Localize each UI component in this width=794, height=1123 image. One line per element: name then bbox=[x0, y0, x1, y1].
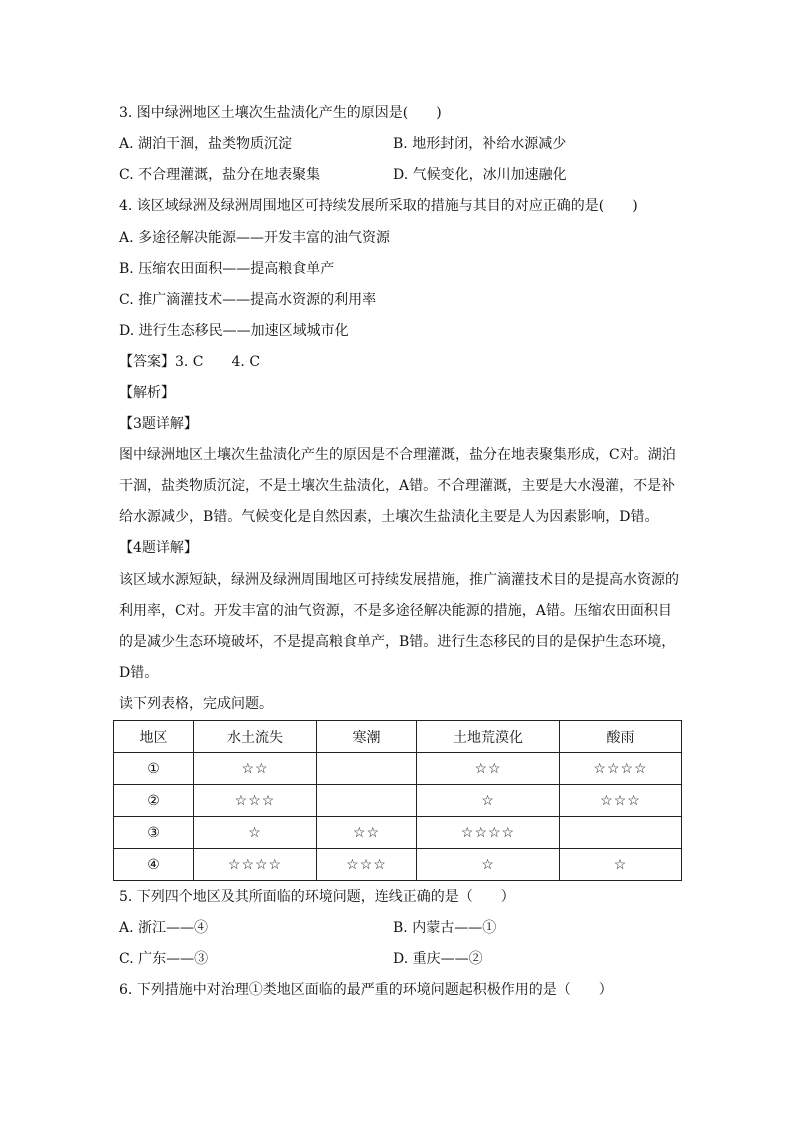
table-cell-region: ③ bbox=[114, 817, 194, 849]
table-cell-rating: ☆☆ bbox=[417, 753, 560, 785]
analysis-heading: 【解析】 bbox=[119, 385, 175, 401]
question-3-option-d: D. 气候变化，冰川加速融化 bbox=[393, 167, 567, 183]
question-5-option-d: D. 重庆——② bbox=[393, 951, 483, 967]
table-cell-rating bbox=[317, 753, 417, 785]
detail-4-line-4: D错。 bbox=[119, 665, 159, 681]
table-cell-region: ② bbox=[114, 785, 194, 817]
detail-3-line-2: 干涸，盐类物质沉淀，不是土壤次生盐渍化，A错。不合理灌溉，主要是大水漫灌，不是补 bbox=[119, 478, 676, 494]
detail-3-heading: 【3题详解】 bbox=[119, 416, 198, 432]
table-cell-rating: ☆☆☆ bbox=[317, 849, 417, 881]
table-header-cold-wave: 寒潮 bbox=[317, 721, 417, 753]
question-5-stem: 5. 下列四个地区及其所面临的环境问题，连线正确的是（ ） bbox=[119, 889, 515, 905]
question-4-option-a: A. 多途径解决能源——开发丰富的油气资源 bbox=[119, 230, 391, 246]
table-cell-rating: ☆☆☆ bbox=[560, 785, 682, 817]
table-header-row bbox=[114, 721, 682, 753]
table-row bbox=[114, 753, 682, 785]
detail-3-line-3: 给水源减少，B错。气候变化是自然因素，土壤次生盐渍化主要是人为因素影响，D错。 bbox=[119, 509, 659, 525]
table-cell-region: ④ bbox=[114, 849, 194, 881]
table-header-desertification: 土地荒漠化 bbox=[417, 721, 560, 753]
question-5-option-c: C. 广东——③ bbox=[119, 951, 209, 967]
table-cell-rating bbox=[317, 785, 417, 817]
table-cell-rating: ☆☆ bbox=[194, 753, 317, 785]
table-cell-rating bbox=[560, 817, 682, 849]
table-row bbox=[114, 785, 682, 817]
question-3-option-c: C. 不合理灌溉，盐分在地表聚集 bbox=[119, 167, 321, 183]
table-cell-rating: ☆☆☆ bbox=[194, 785, 317, 817]
question-4-option-c: C. 推广滴灌技术——提高水资源的利用率 bbox=[119, 292, 377, 308]
table-cell-rating: ☆☆☆☆ bbox=[417, 817, 560, 849]
table-cell-rating: ☆☆ bbox=[317, 817, 417, 849]
table-cell-region: ① bbox=[114, 753, 194, 785]
table-row bbox=[114, 817, 682, 849]
answer-line: 【答案】3. C 4. C bbox=[119, 354, 261, 370]
question-5-option-b: B. 内蒙古——① bbox=[393, 920, 497, 936]
detail-3-line-1: 图中绿洲地区土壤次生盐渍化产生的原因是不合理灌溉，盐分在地表聚集形成，C对。湖泊 bbox=[119, 447, 676, 463]
table-header-soil-erosion: 水土流失 bbox=[194, 721, 317, 753]
question-6-stem: 6. 下列措施中对治理①类地区面临的最严重的环境问题起积极作用的是（ ） bbox=[119, 982, 613, 998]
detail-4-line-3: 的是减少生态环境破坏，不是提高粮食单产，B错。进行生态移民的目的是保护生态环境， bbox=[119, 634, 676, 650]
table-cell-rating: ☆ bbox=[560, 849, 682, 881]
question-4-option-d: D. 进行生态移民——加速区域城市化 bbox=[119, 323, 349, 339]
detail-4-line-1: 该区域水源短缺，绿洲及绿洲周围地区可持续发展措施，推广滴灌技术目的是提高水资源的 bbox=[119, 572, 679, 588]
table-cell-rating: ☆☆☆☆ bbox=[194, 849, 317, 881]
table-cell-rating: ☆ bbox=[417, 849, 560, 881]
detail-4-line-2: 利用率，C对。开发丰富的油气资源，不是多途径解决能源的措施，A错。压缩农田面积目 bbox=[119, 603, 672, 619]
question-3-stem: 3. 图中绿洲地区土壤次生盐渍化产生的原因是( ) bbox=[119, 105, 442, 121]
environment-table bbox=[113, 720, 682, 881]
detail-4-heading: 【4题详解】 bbox=[119, 540, 198, 556]
table-cell-rating: ☆☆☆☆ bbox=[560, 753, 682, 785]
table-cell-rating: ☆ bbox=[194, 817, 317, 849]
table-cell-rating: ☆ bbox=[417, 785, 560, 817]
table-row bbox=[114, 849, 682, 881]
table-header-acid-rain: 酸雨 bbox=[560, 721, 682, 753]
table-intro: 读下列表格，完成问题。 bbox=[119, 696, 273, 712]
question-3-option-a: A. 湖泊干涸，盐类物质沉淀 bbox=[119, 136, 293, 152]
question-5-option-a: A. 浙江——④ bbox=[119, 920, 209, 936]
question-3-option-b: B. 地形封闭，补给水源减少 bbox=[393, 136, 567, 152]
table-header-region: 地区 bbox=[114, 721, 194, 753]
question-4-option-b: B. 压缩农田面积——提高粮食单产 bbox=[119, 261, 335, 277]
question-4-stem: 4. 该区域绿洲及绿洲周围地区可持续发展所采取的措施与其目的对应正确的是( ) bbox=[119, 198, 638, 214]
